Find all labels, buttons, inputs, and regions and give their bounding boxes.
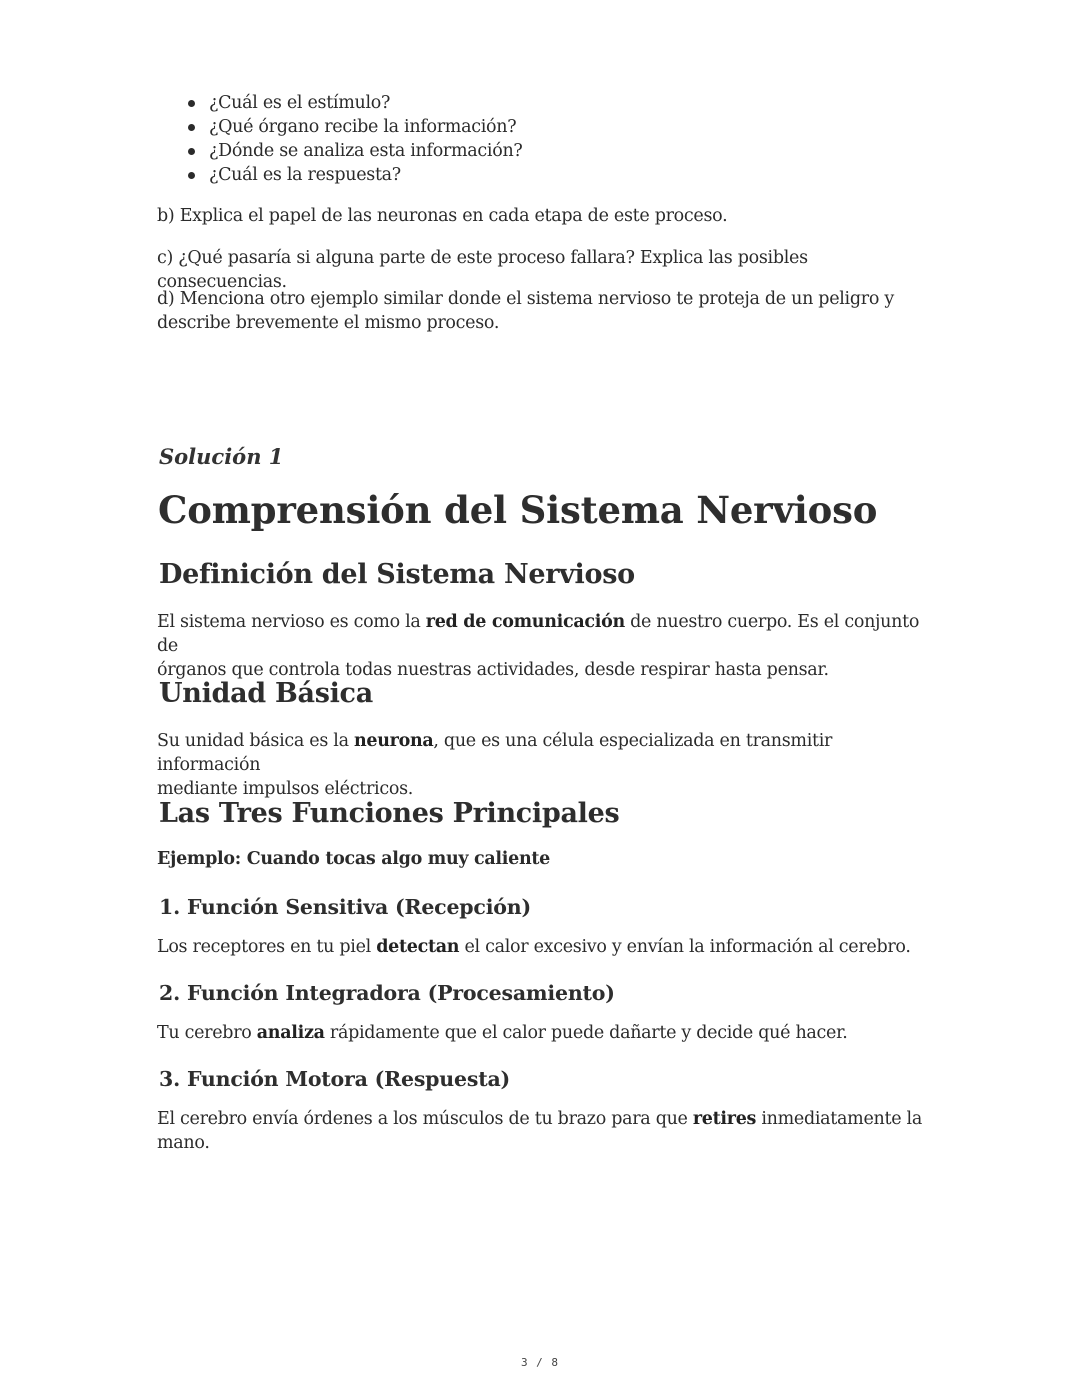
list-item (186, 115, 523, 139)
unit-paragraph (157, 729, 927, 801)
integrative-text-end: rápidamente que el calor puede dañarte y decide qué hacer. (324, 1023, 848, 1043)
definition-text-start: El sistema nervioso es como la (157, 612, 426, 632)
definition-paragraph (157, 610, 927, 682)
motor-text-end: inmediatamente la (756, 1109, 922, 1129)
question-d (157, 287, 927, 335)
motor-function-heading: 3. Función Motora (Respuesta) (159, 1067, 511, 1091)
sensitive-function-heading: 1. Función Sensitiva (Recepción) (159, 895, 531, 919)
bullet-icon (188, 172, 195, 179)
unit-bold-term: neurona (353, 731, 434, 751)
list-item-text: ¿Qué órgano recibe la información? (209, 117, 517, 137)
bullet-icon (188, 148, 195, 155)
list-item-text: ¿Dónde se analiza esta información? (209, 141, 523, 161)
definition-text-line2: órganos que controla todas nuestras actividades, desde respirar hasta pensar. (157, 660, 829, 680)
sensitive-text-start: Los receptores en tu piel (157, 937, 377, 957)
solution-label: Solución 1 (159, 444, 284, 469)
functions-heading: Las Tres Funciones Principales (159, 798, 620, 829)
definition-text-end: de nuestro cuerpo. Es el conjunto de (157, 612, 920, 656)
motor-function-paragraph (157, 1107, 927, 1155)
motor-text-line2: mano. (157, 1133, 210, 1153)
unit-text-line2: mediante impulsos eléctricos. (157, 779, 414, 799)
list-item (186, 163, 523, 187)
definition-bold-term: red de comunicación (425, 612, 625, 632)
question-b: b) Explica el papel de las neuronas en cada etapa de este proceso. (157, 206, 728, 226)
integrative-function-heading: 2. Función Integradora (Procesamiento) (159, 981, 615, 1005)
question-d-line1: d) Menciona otro ejemplo similar donde el sistema nervioso te proteja de un peligro y (157, 289, 894, 309)
list-item (186, 91, 523, 115)
page-number: 3 / 8 (520, 1356, 560, 1369)
list-item-text: ¿Cuál es el estímulo? (209, 93, 391, 113)
unit-text-start: Su unidad básica es la (157, 731, 354, 751)
question-d-line2: describe brevemente el mismo proceso. (157, 313, 500, 333)
example-label: Ejemplo: Cuando tocas algo muy caliente (157, 849, 550, 869)
motor-bold-term: retires (692, 1109, 757, 1129)
integrative-text-start: Tu cerebro (157, 1023, 257, 1043)
bullet-icon (188, 124, 195, 131)
bullet-icon (188, 100, 195, 107)
motor-text-start: El cerebro envía órdenes a los músculos de tu brazo para que (157, 1109, 693, 1129)
question-c: c) ¿Qué pasaría si alguna parte de este proceso fallara? Explica las posibles consecuencias. (157, 248, 808, 292)
sensitive-bold-term: detectan (376, 937, 460, 957)
definition-heading: Definición del Sistema Nervioso (159, 559, 635, 590)
list-item-text: ¿Cuál es la respuesta? (209, 165, 401, 185)
unit-heading: Unidad Básica (159, 678, 373, 709)
unit-text-end: , que es una célula especializada en transmitir información (157, 731, 833, 775)
integrative-bold-term: analiza (256, 1023, 325, 1043)
list-item (186, 139, 523, 163)
integrative-function-paragraph (157, 1021, 927, 1045)
sensitive-text-end: el calor excesivo y envían la información al cerebro. (459, 937, 911, 957)
question-bullet-list (186, 91, 523, 187)
page-title: Comprensión del Sistema Nervioso (158, 488, 878, 532)
sensitive-function-paragraph (157, 935, 927, 959)
